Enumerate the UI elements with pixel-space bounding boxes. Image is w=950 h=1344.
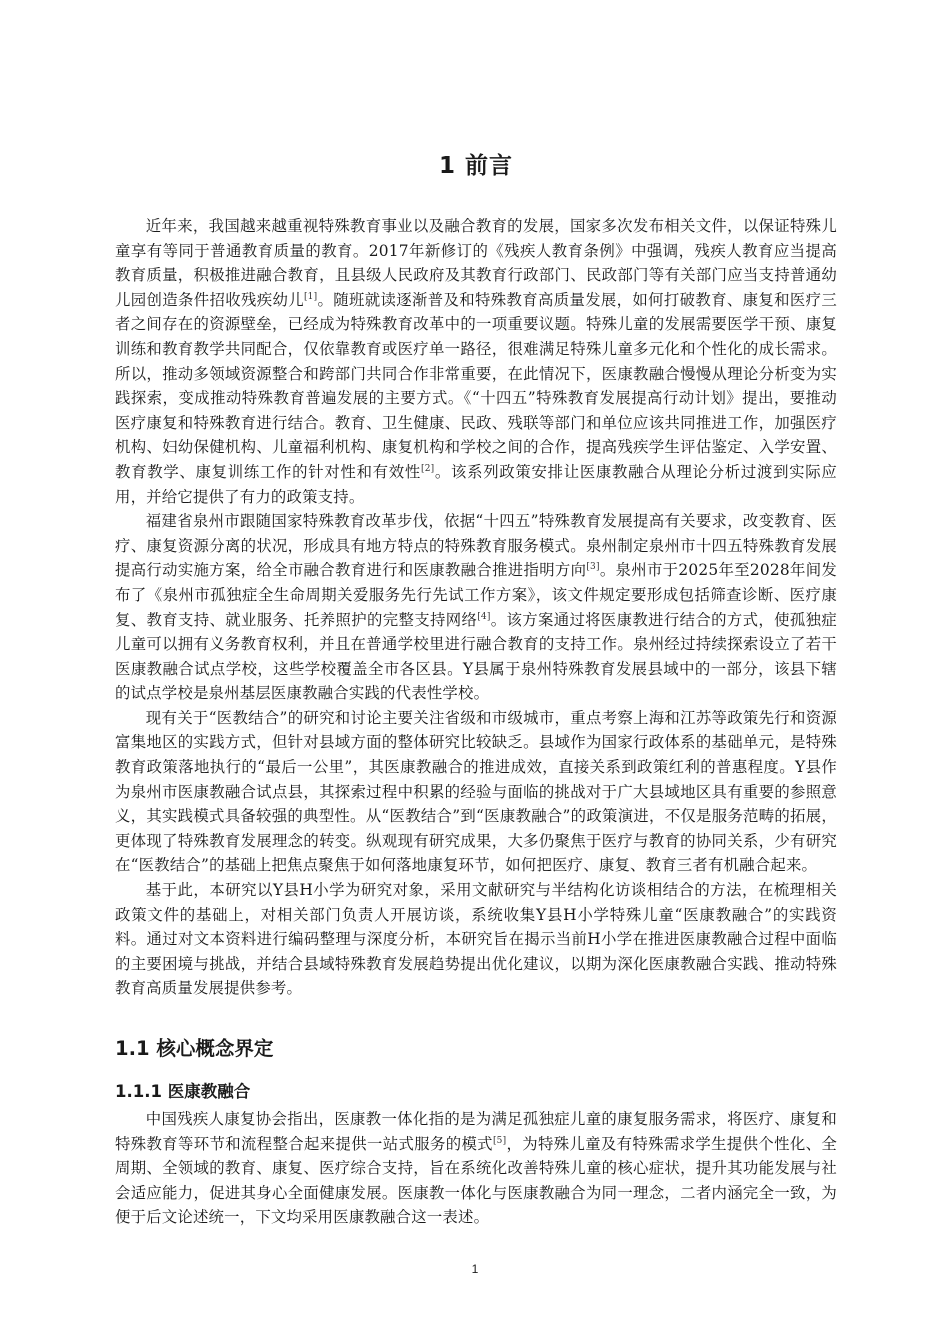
- citation-ref[interactable]: [2]: [421, 463, 435, 474]
- intro-paragraph-2: [115, 509, 837, 706]
- text-run: 中国残疾人康复协会指出，医康教一体化指的是为满足孤独症儿童的康复服务需求，将医疗、康复和特殊教育等环节和流程整合起来提供一站式服务的模式: [115, 1110, 837, 1153]
- text-run: 福建省泉州市跟随国家特殊教育改革步伐，依据“十四五”特殊教育发展提高有关要求，改变教育、医疗、康复资源分离的状况，形成具有地方特点的特殊教育服务模式。泉州制定泉州市十四五特殊教育发展提高行动实施方案，给全市融合教育进行和医康教融合推进指明方向: [115, 512, 837, 580]
- text-run: 。该系列政策安排让医康教融合从理论分析过渡到实际应用，并给它提供了有力的政策支持。: [115, 462, 837, 506]
- intro-paragraph-4: 基于此，本研究以Y县H小学为研究对象，采用文献研究与半结构化访谈相结合的方法，在梳理相关政策文件的基础上，对相关部门负责人开展访谈，系统收集Y县H小学特殊儿童“医康教融合”的实践资料。通过对文本资料进行编码整理与深度分析，本研究旨在揭示当前H小学在推进医康教融合过程中面临的主要困境与挑战，并结合县域特殊教育发展趋势提出优化建议，以期为深化医康教融合实践、推动特殊教育高质量发展提供参考。: [115, 881, 837, 998]
- text-run: 。随班就读逐渐普及和特殊教育高质量发展，如何打破教育、康复和医疗三者之间存在的资源壁垒，已经成为特殊教育改革中的一项重要议题。特殊儿童的发展需要医学干预、康复训练和教育教学共同配合，仅依靠教育或医疗单一路径，很难满足特殊儿童多元化和个性化的成长需求。所以，推动多领域资源整合和跨部门共同合作非常重要，在此情况下，医康教融合慢慢从理论分析变为实践探索，变成推动特殊教育普遍发展的主要方式。《“十四五”特殊教育发展提高行动计划》提出，要推动医疗康复和特殊教育进行结合。教育、卫生健康、民政、残联等部门和单位应该共同推进工作，加强医疗机构、妇幼保健机构、儿童福利机构、康复机构和学校之间的合作，提高残疾学生评估鉴定、入学安置、教育教学、康复训练工作的针对性和有效性: [115, 290, 837, 481]
- text-run: 。泉州市于2025年至2028年间发布了《泉州市孤独症全生命周期关爱服务先行先试工作方案》，该文件规定要形成包括筛查诊断、医疗康复、教育支持、就业服务、托养照护的完整支持网络: [115, 561, 837, 629]
- text-run: 。该方案通过将医康教进行结合的方式，使孤独症儿童可以拥有义务教育权利，并且在普通学校里进行融合教育的支持工作。泉州经过持续探索设立了若干医康教融合试点学校，这些学校覆盖全市各区县。Y县属于泉州特殊教育发展县域中的一部分，该县下辖的试点学校是泉州基层医康教融合实践的代表性学校。: [115, 610, 837, 703]
- citation-ref[interactable]: [3]: [586, 562, 600, 573]
- section-heading: 1.1 核心概念界定: [115, 1037, 274, 1060]
- citation-ref[interactable]: [4]: [477, 611, 491, 622]
- text-run: 近年来，我国越来越重视特殊教育事业以及融合教育的发展，国家多次发布相关文件，以保证特殊儿童享有等同于普通教育质量的教育。2017年新修订的《残疾人教育条例》中强调，残疾人教育应当提高教育质量，积极推进融合教育，且县级人民政府及其教育行政部门、民政部门等有关部门应当支持普通幼儿园创造条件招收残疾幼儿: [115, 217, 837, 309]
- intro-paragraph-1: [115, 214, 837, 509]
- subsection-heading: 1.1.1 医康教融合: [115, 1082, 251, 1101]
- citation-ref[interactable]: [5]: [492, 1135, 507, 1146]
- page-number: 1: [471, 1262, 479, 1276]
- page-body: [115, 140, 837, 1230]
- text-run: ，为特殊儿童及有特殊需求学生提供个性化、全周期、全领域的教育、康复、医疗综合支持，旨在系统化改善特殊儿童的核心症状，提升其功能发展与社会适应能力，促进其身心全面健康发展。医康教一体化与医康教融合为同一理念，二者内涵完全一致，为便于后文论述统一，下文均采用医康教融合这一表述。: [115, 1134, 837, 1227]
- chapter-title: 1 前言: [438, 153, 513, 179]
- intro-paragraph-3: 现有关于“医教结合”的研究和讨论主要关注省级和市级城市，重点考察上海和江苏等政策先行和资源富集地区的实践方式，但针对县域方面的整体研究比较缺乏。县域作为国家行政体系的基础单元，是特殊教育政策落地执行的“最后一公里”，其医康教融合的推进成效，直接关系到政策红利的普惠程度。Y县作为泉州市医康教融合试点县，其探索过程中积累的经验与面临的挑战对于广大县域地区具有重要的参照意义，其实践模式具备较强的典型性。从“医教结合”到“医康教融合”的政策演进，不仅是服务范畴的拓展，更体现了特殊教育发展理念的转变。纵观现有研究成果，大多仍聚焦于医疗与教育的协同关系，少有研究在“医教结合”的基础上把焦点聚焦于如何落地康复环节，如何把医疗、康复、教育三者有机融合起来。: [115, 708, 837, 875]
- subsection-paragraph-1: [115, 1107, 837, 1230]
- citation-ref[interactable]: [1]: [303, 291, 318, 302]
